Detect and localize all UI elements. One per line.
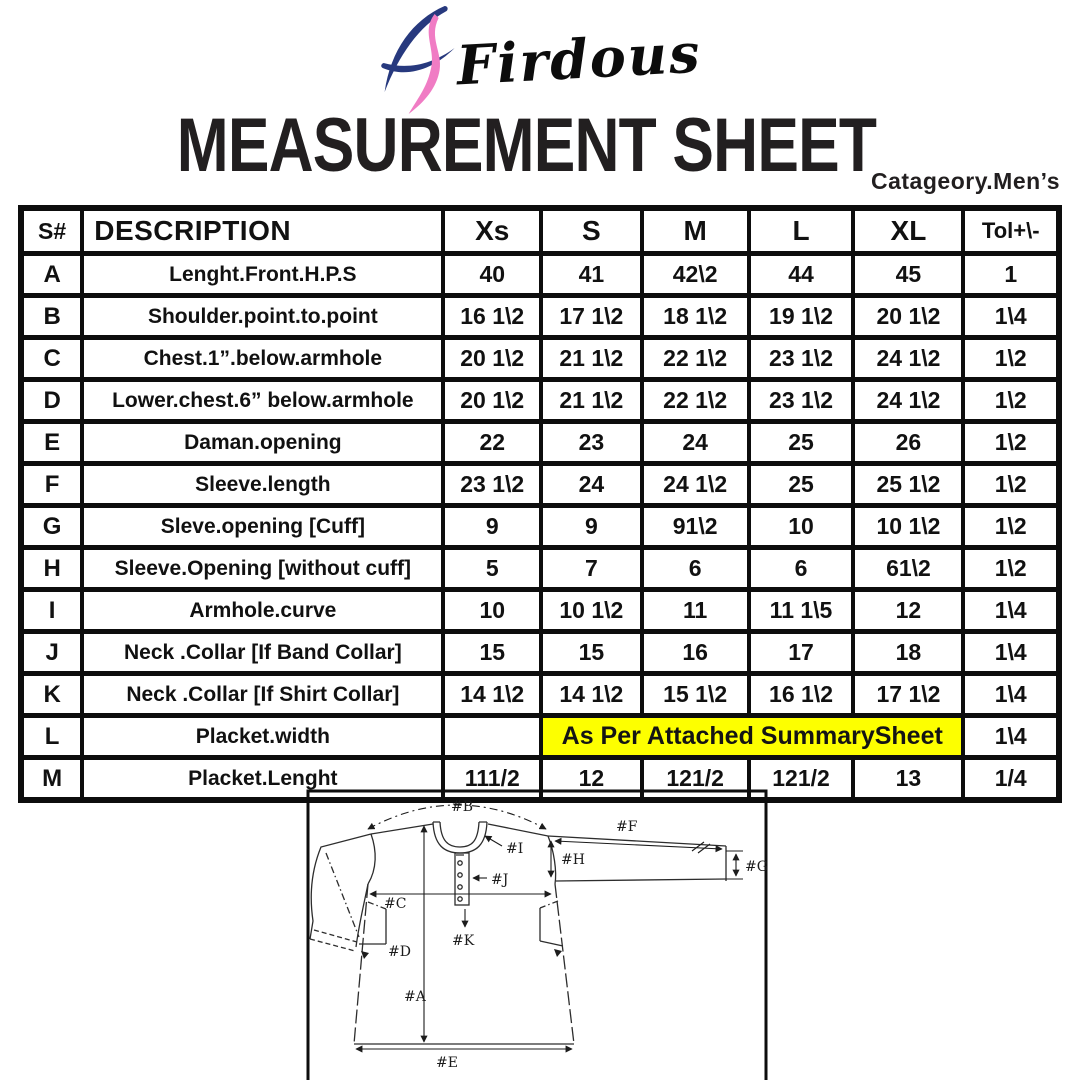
col-header-l: L [749,208,854,254]
row-id-cell: C [21,338,82,380]
col-header-tolerance: Tol+\- [963,208,1059,254]
tolerance-cell: 1\2 [963,422,1059,464]
table-row [21,590,1059,632]
tolerance-cell: 1\4 [963,716,1059,758]
row-id-cell: B [21,296,82,338]
size-value-cell: 111/2 [443,758,541,801]
row-id-cell: G [21,506,82,548]
description-cell: Shoulder.point.to.point [82,296,443,338]
table-header-row [21,208,1059,254]
size-value-cell: 23 1\2 [749,380,854,422]
size-value-cell: 10 1\2 [541,590,642,632]
size-value-cell: 42\2 [642,254,749,296]
measurement-table-wrap [18,205,1062,803]
measurement-table-body [21,254,1059,801]
description-cell: Lower.chest.6” below.armhole [82,380,443,422]
diagram-label-g: #G [745,859,768,875]
size-value-cell: 24 1\2 [642,464,749,506]
page-title: MEASUREMENT SHEET [176,103,876,188]
measurement-table [18,205,1062,803]
table-row [21,338,1059,380]
size-value-cell: 22 1\2 [642,338,749,380]
col-header-s: S [541,208,642,254]
row-id-cell: J [21,632,82,674]
size-value-cell: 121/2 [749,758,854,801]
col-header-xl: XL [853,208,963,254]
diagram-label-a: #A [404,989,426,1005]
table-row [21,464,1059,506]
description-cell: Sleve.opening [Cuff] [82,506,443,548]
tolerance-cell: 1\2 [963,338,1059,380]
description-cell: Neck .Collar [If Shirt Collar] [82,674,443,716]
size-value-cell: 22 [443,422,541,464]
row-id-cell: I [21,590,82,632]
size-value-cell: 24 [541,464,642,506]
table-row [21,716,1059,758]
size-value-cell: 12 [541,758,642,801]
size-value-cell: 10 [443,590,541,632]
description-cell: Armhole.curve [82,590,443,632]
row-id-cell: A [21,254,82,296]
table-row [21,632,1059,674]
size-value-cell: 121/2 [642,758,749,801]
table-row [21,548,1059,590]
size-value-cell: 41 [541,254,642,296]
size-value-cell: 20 1\2 [443,338,541,380]
empty-value-cell [443,716,541,758]
diagram-label-e: #E [436,1055,458,1071]
brand-name: Firdous [455,20,703,98]
size-value-cell: 15 [443,632,541,674]
size-value-cell: 6 [642,548,749,590]
size-value-cell: 91\2 [642,506,749,548]
size-value-cell: 24 1\2 [853,338,963,380]
row-id-cell: H [21,548,82,590]
size-value-cell: 19 1\2 [749,296,854,338]
size-value-cell: 22 1\2 [642,380,749,422]
size-value-cell: 5 [443,548,541,590]
table-row [21,506,1059,548]
description-cell: Daman.opening [82,422,443,464]
tolerance-cell: 1\4 [963,296,1059,338]
tolerance-cell: 1/4 [963,758,1059,801]
tolerance-cell: 1\2 [963,548,1059,590]
diagram-label-k: #K [452,933,475,949]
size-value-cell: 20 1\2 [443,380,541,422]
diagram-label-j: #J [491,872,509,888]
size-value-cell: 24 [642,422,749,464]
col-header-sn: S# [21,208,82,254]
tolerance-cell: 1\4 [963,674,1059,716]
size-value-cell: 25 [749,464,854,506]
table-row [21,254,1059,296]
diagram-label-h: #H [561,852,585,868]
size-value-cell: 11 [642,590,749,632]
size-value-cell: 9 [443,506,541,548]
diagram-label-i: #I [506,841,524,857]
size-value-cell: 7 [541,548,642,590]
tolerance-cell: 1\4 [963,632,1059,674]
size-value-cell: 24 1\2 [853,380,963,422]
row-id-cell: M [21,758,82,801]
brand-logo [379,4,702,116]
description-cell: Lenght.Front.H.P.S [82,254,443,296]
row-id-cell: E [21,422,82,464]
row-id-cell: L [21,716,82,758]
row-id-cell: F [21,464,82,506]
size-value-cell: 26 [853,422,963,464]
diagram-label-b: #B [451,799,474,815]
tolerance-cell: 1\2 [963,506,1059,548]
size-value-cell: 23 1\2 [443,464,541,506]
kurta-sketch [306,789,768,1080]
size-value-cell: 17 1\2 [541,296,642,338]
row-id-cell: K [21,674,82,716]
size-value-cell: 23 [541,422,642,464]
size-value-cell: 9 [541,506,642,548]
size-value-cell: 14 1\2 [443,674,541,716]
size-value-cell: 44 [749,254,854,296]
tolerance-cell: 1\4 [963,590,1059,632]
col-header-xs: Xs [443,208,541,254]
size-value-cell: 16 1\2 [443,296,541,338]
size-value-cell: 13 [853,758,963,801]
size-value-cell: 16 [642,632,749,674]
size-value-cell: 45 [853,254,963,296]
size-value-cell: 6 [749,548,854,590]
diagram-label-c: #C [384,896,407,912]
highlight-note-cell: As Per Attached SummarySheet [541,716,963,758]
table-row [21,674,1059,716]
col-header-description: DESCRIPTION [82,208,443,254]
row-id-cell: D [21,380,82,422]
size-value-cell: 20 1\2 [853,296,963,338]
garment-diagram [306,789,768,1080]
size-value-cell: 15 [541,632,642,674]
size-value-cell: 15 1\2 [642,674,749,716]
size-value-cell: 12 [853,590,963,632]
size-value-cell: 18 [853,632,963,674]
size-value-cell: 14 1\2 [541,674,642,716]
description-cell: Sleeve.length [82,464,443,506]
size-value-cell: 40 [443,254,541,296]
size-value-cell: 16 1\2 [749,674,854,716]
category-label: Catageory.Men’s [871,168,1060,194]
size-value-cell: 25 1\2 [853,464,963,506]
col-header-m: M [642,208,749,254]
size-value-cell: 10 [749,506,854,548]
size-value-cell: 23 1\2 [749,338,854,380]
description-cell: Placket.Lenght [82,758,443,801]
size-value-cell: 11 1\5 [749,590,854,632]
tolerance-cell: 1 [963,254,1059,296]
diagram-label-f: #F [616,819,638,835]
description-cell: Sleeve.Opening [without cuff] [82,548,443,590]
size-value-cell: 21 1\2 [541,338,642,380]
size-value-cell: 17 1\2 [853,674,963,716]
table-row [21,422,1059,464]
size-value-cell: 25 [749,422,854,464]
tolerance-cell: 1\2 [963,380,1059,422]
size-value-cell: 21 1\2 [541,380,642,422]
table-row [21,380,1059,422]
size-value-cell: 17 [749,632,854,674]
size-value-cell: 10 1\2 [853,506,963,548]
description-cell: Neck .Collar [If Band Collar] [82,632,443,674]
size-value-cell: 18 1\2 [642,296,749,338]
table-row [21,296,1059,338]
description-cell: Placket.width [82,716,443,758]
description-cell: Chest.1”.below.armhole [82,338,443,380]
diagram-label-d: #D [388,944,411,960]
tolerance-cell: 1\2 [963,464,1059,506]
size-value-cell: 61\2 [853,548,963,590]
